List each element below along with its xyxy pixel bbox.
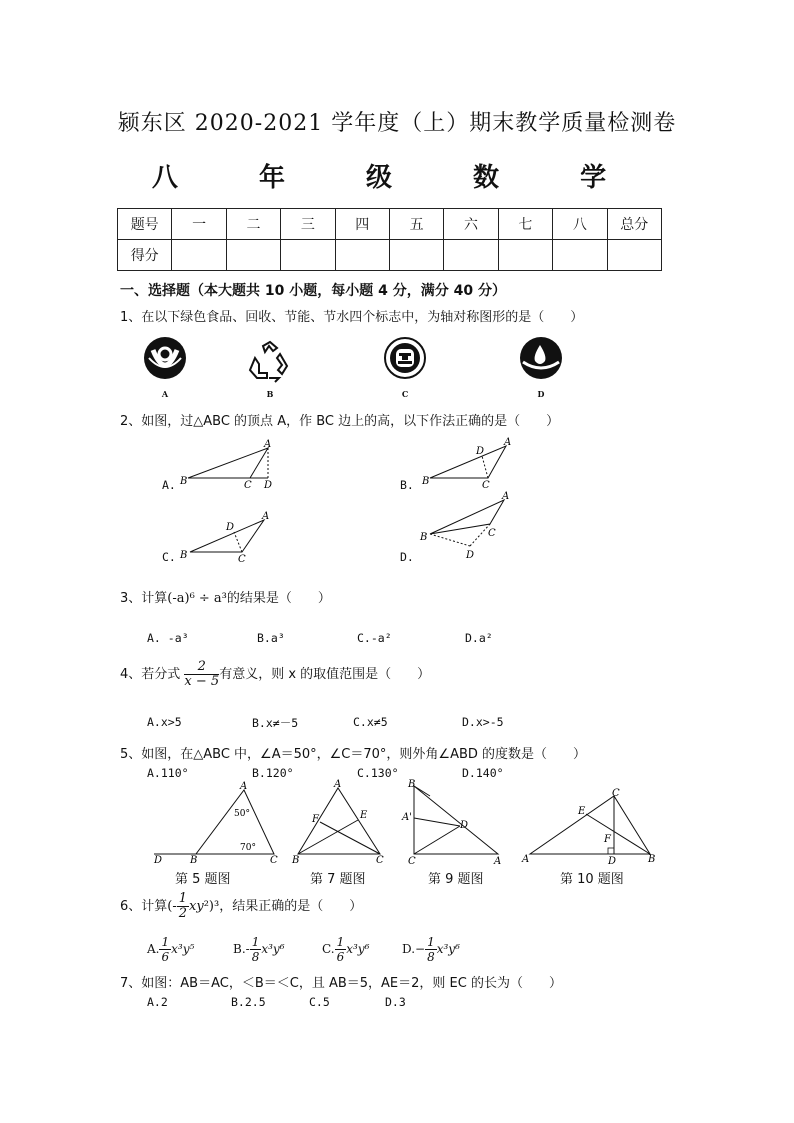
svg-text:A: A	[504, 437, 512, 448]
option-label: B	[266, 389, 274, 399]
option-a	[147, 935, 194, 964]
score-blank[interactable]	[172, 240, 226, 271]
fraction	[425, 935, 437, 964]
svg-text:C: C	[482, 480, 490, 491]
fraction-denominator: 6	[161, 950, 170, 964]
recycle-logo-icon	[247, 340, 293, 384]
score-blank[interactable]	[281, 240, 335, 271]
option-d	[402, 935, 460, 964]
score-cell: 三	[281, 209, 335, 240]
question-3	[120, 587, 331, 606]
question-text: 3、计算	[120, 591, 168, 606]
option-a: A.	[162, 478, 176, 492]
figure-caption: 第 10 题图	[560, 872, 624, 887]
question-2: 2、如图，过△ABC 的顶点 A，作 BC 边上的高，以下作法正确的是（ ）	[120, 414, 560, 429]
score-cell: 四	[335, 209, 389, 240]
score-blank[interactable]	[498, 240, 552, 271]
score-cell: 一	[172, 209, 226, 240]
fraction	[250, 935, 262, 964]
option-a: A.110°	[147, 766, 189, 780]
question-text: 4、若分式	[120, 667, 181, 682]
svg-text:A: A	[494, 856, 502, 867]
score-cell: 七	[498, 209, 552, 240]
option-term: x³y⁶	[261, 942, 285, 956]
option-d: D.140°	[462, 766, 504, 780]
svg-text:B: B	[292, 855, 300, 866]
figure-q5	[150, 782, 285, 864]
svg-text:E: E	[360, 810, 368, 821]
score-cell: 总分	[607, 209, 661, 240]
svg-text:B: B	[180, 550, 188, 561]
fraction-numerator: 1	[161, 935, 170, 949]
question-5: 5、如图，在△ABC 中，∠A＝50°，∠C＝70°，则外角∠ABD 的度数是（ ）	[120, 747, 587, 762]
fraction-denominator: 2	[178, 906, 188, 921]
svg-text:A: A	[262, 511, 270, 522]
fraction	[159, 935, 171, 964]
energy-saving-logo-icon	[383, 336, 427, 380]
score-table-score-row	[118, 240, 662, 271]
svg-text:A': A'	[402, 812, 412, 823]
score-cell: 五	[389, 209, 443, 240]
option-c: C.x≠5	[353, 715, 388, 729]
option-term: x³y⁶	[436, 942, 460, 956]
svg-text:A: A	[240, 781, 248, 792]
svg-text:A: A	[522, 854, 530, 865]
option-c: C.130°	[357, 766, 399, 780]
score-cell: 二	[226, 209, 280, 240]
fraction	[184, 660, 219, 689]
question-4	[120, 660, 430, 689]
option-label: D	[537, 389, 545, 399]
fraction	[335, 935, 347, 964]
fraction	[177, 892, 189, 921]
option-label: A	[161, 389, 169, 399]
figure-caption: 第 7 题图	[310, 872, 366, 887]
score-cell: 八	[553, 209, 607, 240]
option-letter: B.	[233, 942, 246, 956]
option-letter: C.	[322, 942, 335, 956]
q2-figure-a	[178, 440, 278, 490]
figure-q9	[402, 780, 512, 866]
question-1: 1、在以下绿色食品、回收、节能、节水四个标志中，为轴对称图形的是（ ）	[120, 310, 584, 325]
option-c	[322, 935, 369, 964]
svg-text:C: C	[376, 855, 384, 866]
svg-text:50°: 50°	[234, 809, 250, 819]
svg-text:C: C	[270, 855, 278, 866]
score-cell: 六	[444, 209, 498, 240]
fraction-denominator: 8	[427, 950, 435, 964]
figure-caption: 第 5 题图	[175, 872, 231, 887]
option-c: C.	[162, 550, 176, 564]
option-c: C.5	[309, 995, 330, 1009]
option-d: D.	[400, 550, 414, 564]
question-7: 7、如图：AB＝AC，＜B＝＜C，且 AB＝5，AE＝2，则 EC 的长为（ ）	[120, 976, 562, 991]
svg-text:C: C	[408, 856, 416, 867]
option-term: x³y⁶	[346, 942, 370, 956]
svg-text:E: E	[578, 806, 586, 817]
score-cell: 题号	[118, 209, 172, 240]
svg-text:F: F	[312, 814, 319, 825]
svg-text:A: A	[334, 779, 342, 790]
fraction-numerator: 1	[251, 935, 260, 949]
svg-text:B: B	[648, 854, 656, 865]
fraction-numerator: 1	[178, 891, 188, 906]
svg-text:D: D	[460, 820, 469, 831]
score-blank[interactable]	[444, 240, 498, 271]
fraction-numerator: 2	[184, 660, 219, 675]
option-label: C	[401, 389, 409, 399]
water-saving-logo-icon	[518, 336, 564, 380]
svg-text:B: B	[180, 476, 188, 487]
fraction-denominator: x − 5	[184, 674, 220, 689]
option-b: B.120°	[252, 766, 294, 780]
svg-text:B: B	[408, 779, 416, 790]
option-d: D.x>-5	[462, 715, 504, 729]
option-b	[233, 935, 285, 964]
q2-figure-c	[180, 511, 280, 565]
option-a: A. -a³	[147, 631, 189, 645]
option-term: x³y⁵	[171, 942, 195, 956]
svg-text:C: C	[238, 554, 246, 565]
option-c: C.-a²	[357, 631, 392, 645]
svg-text:D: D	[264, 480, 273, 491]
svg-text:D: D	[476, 446, 485, 457]
q2-figure-d	[418, 492, 518, 562]
fraction-denominator: 6	[336, 950, 345, 964]
option-d: D.3	[385, 995, 406, 1009]
score-table	[117, 208, 662, 271]
section-heading: 一、选择题（本大题共 10 小题，每小题 4 分，满分 40 分）	[120, 283, 506, 299]
svg-text:F: F	[604, 834, 611, 845]
svg-text:D: D	[154, 855, 163, 866]
option-letter: A.	[147, 942, 160, 956]
score-blank[interactable]	[607, 240, 661, 271]
question-text: 的结果是（ ）	[226, 591, 331, 606]
score-blank[interactable]	[553, 240, 607, 271]
question-6	[120, 892, 362, 921]
option-b: B.2.5	[231, 995, 266, 1009]
option-b: B.a³	[257, 631, 285, 645]
figure-q7	[290, 780, 390, 866]
figure-caption: 第 9 题图	[428, 872, 484, 887]
svg-text:C: C	[488, 528, 496, 539]
svg-text:70°: 70°	[240, 843, 256, 853]
svg-text:B: B	[422, 476, 430, 487]
fraction-numerator: 1	[427, 935, 435, 949]
svg-text:D: D	[466, 550, 475, 561]
option-b: B.	[400, 478, 414, 492]
figure-q10	[518, 790, 658, 870]
fraction-denominator: 8	[251, 950, 260, 964]
option-a: A.x>5	[147, 715, 182, 729]
option-b: B.x≠－5	[252, 716, 299, 730]
option-d: D.a²	[465, 631, 493, 645]
svg-text:C: C	[244, 480, 252, 491]
question-text: 有意义，则 x 的取值范围是（ ）	[219, 667, 431, 682]
score-row-label: 得分	[118, 240, 172, 271]
svg-text:D: D	[608, 856, 617, 867]
svg-text:B: B	[190, 855, 198, 866]
svg-text:A: A	[264, 439, 272, 450]
score-table-header-row	[118, 209, 662, 240]
q2-figure-b	[420, 437, 520, 491]
page-subtitle: 八 年 级 数 学	[151, 163, 643, 193]
score-blank[interactable]	[226, 240, 280, 271]
green-food-logo-icon	[143, 336, 187, 380]
score-blank[interactable]	[389, 240, 443, 271]
svg-text:D: D	[226, 522, 235, 533]
option-sign: −	[415, 942, 426, 956]
option-sign: -	[245, 942, 250, 956]
expression: (- $\frac{1}{2}$ xy²)³	[167, 891, 220, 921]
option-letter: D.	[402, 942, 416, 956]
page-title: 颍东区 2020-2021 学年度（上）期末教学质量检测卷	[117, 111, 677, 136]
option-a: A.2	[147, 995, 168, 1009]
svg-text:B: B	[420, 532, 428, 543]
fraction-numerator: 1	[336, 935, 345, 949]
question-text: 6、计算	[120, 899, 168, 914]
expression: (-a)⁶ ÷ a³	[167, 591, 227, 606]
score-blank[interactable]	[335, 240, 389, 271]
svg-text:C: C	[612, 788, 620, 799]
question-text: ，结果正确的是（ ）	[219, 899, 363, 914]
svg-text:A: A	[502, 491, 510, 502]
